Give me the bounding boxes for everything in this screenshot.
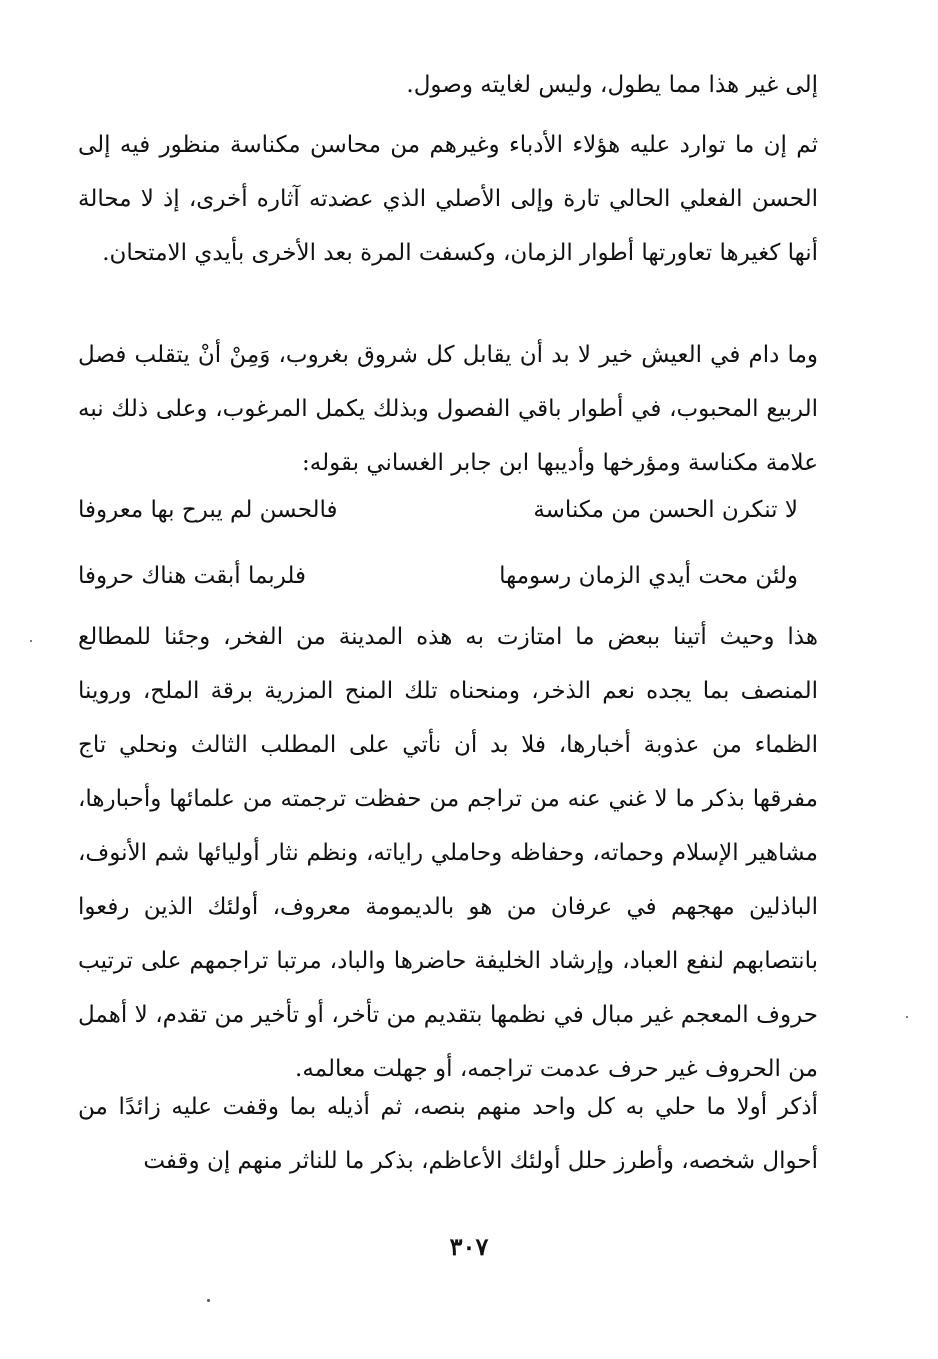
poem-verses (78, 492, 798, 624)
page-number: ٣٠٧ (449, 1232, 489, 1261)
scan-speck (906, 1016, 908, 1018)
poem-verse-2-first-hemistich: ولئن محت أيدي الزمان رسومها (499, 563, 798, 589)
paragraph-seasons: وما دام في العيش خير لا بد أن يقابل كل شروق بغروب، وَمِنْ أنْ يتقلب فصل الربيع المحبوب، في أطوار باقي الفصول وبذلك يكمل المرغوب، وعلى ذلك نبه علامة مكناسة ومؤرخها وأديبها ابن جابر الغساني بقوله: (78, 342, 818, 476)
scan-speck (207, 1299, 210, 1302)
paragraph-method: أذكر أولا ما حلي به كل واحد منهم بنصه، ثم أذيله بما وقفت عليه زائدًا من أحوال شخصه، وأطرز حلل أولئك الأعاظم، بذكر ما للناثر منهم إن وقفت (78, 1094, 818, 1174)
scan-speck (30, 640, 32, 642)
paragraph-third-section: هذا وحيث أتينا ببعض ما امتازت به هذه المدينة من الفخر، وجئنا للمطالع المنصف بما يجده نعم الذخر، ومنحناه تلك المنح المزرية برقة الملح، وروينا الظماء من عذوبة أخبارها، فلا بد أن نأتي على المطلب الثالث ونحلي تاج مفرقها بذكر ما لا غني عنه من تراجم من حفظت ترجمته من علمائها وأحبارها، مشاهير الإسلام وحماته، وحفاظه وحاملي راياته، ونظم نثار أوليائها شم الأنوف، الباذلين مهجهم في عرفان من هو بالديمومة معروف، أولئك الذين رفعوا بانتصابهم لنفع العباد، وإرشاد الخليفة حاضرها والباد، مرتبا تراجمهم على ترتيب حروف المعجم غير مبال في نظمها بتقديم من تأخر، أو تأخير من تقدم، لا أهمل من الحروف غير حرف عدمت تراجمه، أو جهلت معالمه. (78, 624, 818, 1082)
paragraph-beauty-of-meknes: ثم إن ما توارد عليه هؤلاء الأدباء وغيرهم من محاسن مكناسة منظور فيه إلى الحسن الفعلي الحالي تارة وإلى الأصلي الذي عضدته آثاره أخرى، إذ لا محالة أنها كغيرها تعاورتها أطوار الزمان، وكسفت المرة بعد الأخرى بأيدي الامتحان. (78, 132, 818, 266)
paragraph-continuation: إلى غير هذا مما يطول، وليس لغايته وصول. (406, 72, 818, 98)
poem-verse-2-second-hemistich: فلربما أبقت هناك حروفا (78, 563, 307, 589)
poem-verse-1-second-hemistich: فالحسن لم يبرح بها معروفا (78, 497, 338, 523)
poem-verse-1 (78, 492, 798, 558)
poem-verse-1-first-hemistich: لا تنكرن الحسن من مكناسة (533, 497, 798, 523)
